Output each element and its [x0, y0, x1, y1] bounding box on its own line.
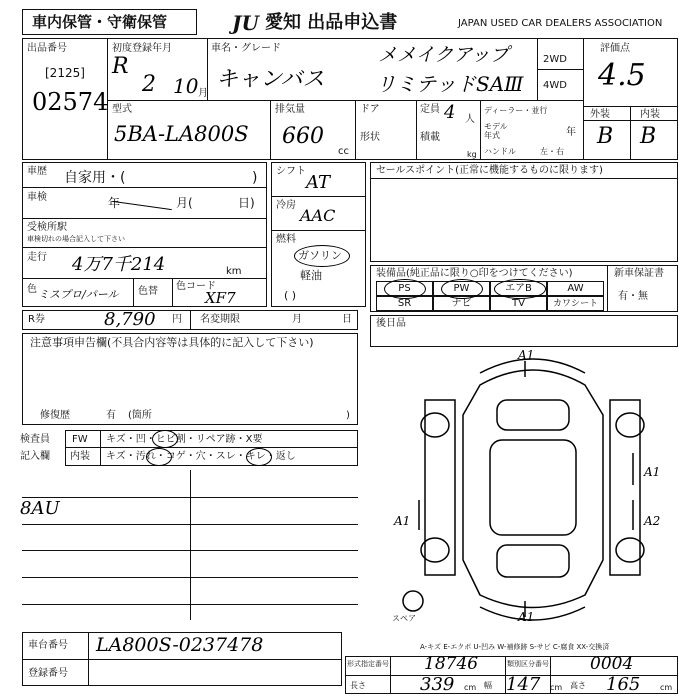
shaken-label: 車検 [27, 192, 47, 203]
recycle-fee: 8,790 [104, 309, 156, 330]
drive-2wd: 2WD [543, 54, 567, 65]
height: 165 [606, 674, 641, 695]
width-unit: cm [550, 683, 563, 692]
memo-label: 記入欄 [20, 451, 50, 462]
height-unit: cm [660, 683, 673, 692]
int-grade: B [640, 124, 657, 149]
cert-number: 18746 [424, 654, 479, 674]
equip-ps: PS [376, 281, 433, 296]
repair-end: ) [346, 410, 350, 421]
mark-left: A1 [394, 514, 411, 528]
int-circle-2 [246, 448, 272, 466]
shift: AT [306, 172, 331, 193]
shaken-day: 日) [238, 196, 255, 210]
shaken-month: 月( [176, 196, 193, 210]
fuel: ガソリン [298, 249, 342, 262]
airbag-circle [494, 279, 546, 299]
new-warranty-opts: 有・無 [618, 291, 648, 302]
equip-pw: PW [433, 281, 490, 296]
width-label: 幅 [484, 681, 492, 690]
repair-label: 修復歴 [40, 410, 70, 421]
color-change: 色替 [138, 286, 158, 297]
model-code: 5BA-LA800S [114, 122, 249, 146]
int-label: 内装 [640, 109, 660, 120]
int-text: キズ・汚れ・コゲ・穴・スレ・キレ・返し [106, 451, 296, 462]
score-label: 評価点 [600, 43, 630, 54]
sales-label: セールスポイント(正常に機能するものに限ります) [376, 165, 603, 176]
fw-text: キズ・凹・ヒビ割・リペア跡・X要 [106, 434, 263, 445]
lot-number: 02574 [32, 88, 109, 116]
door-label: ドア [360, 104, 380, 115]
drive-4wd: 4WD [543, 80, 567, 91]
mileage-unit: km [226, 266, 242, 277]
ext-grade: B [597, 124, 614, 149]
reg-no-label: 登録番号 [28, 668, 68, 679]
storage-title: 車内保管・守衛保管 [32, 13, 168, 31]
reg-label: 初度登録年月 [112, 43, 172, 54]
seat-label: 定員 [420, 104, 440, 115]
len-label: 長さ [350, 681, 366, 690]
fuel-circle [294, 245, 350, 267]
handle-opts: 左・右 [540, 147, 564, 156]
handle-label: ハンドル [484, 147, 516, 156]
mark-right-2: A2 [644, 514, 661, 528]
shift-label: シフト [276, 166, 306, 177]
fw-circle [152, 430, 178, 448]
seat-count: 4 [444, 102, 456, 123]
recv-label: 受検所駅 [27, 222, 67, 233]
shaken-year: 年 [108, 196, 121, 210]
equip-navi: ナビ [433, 296, 490, 311]
mark-rear: A1 [518, 610, 535, 624]
reg-era: R [112, 54, 129, 79]
chassis-label: 車台番号 [28, 640, 68, 651]
color-code-label: 色コード [176, 281, 216, 292]
weight-label: 積載 [420, 132, 440, 143]
recycle-unit: 円 [172, 314, 182, 325]
height-label: 高さ [570, 681, 586, 690]
grade-line1: メメイクアップ [378, 44, 509, 66]
memo-handwritten: 8AU [20, 498, 60, 519]
seat-unit: 人 [465, 114, 475, 125]
form-title: 愛知 出品申込書 [265, 12, 398, 33]
notes-title: 注意事項申告欄(不具合内容等は具体的に記入して下さい) [30, 336, 314, 349]
shape-label: 形状 [360, 132, 380, 143]
color-label: 色 [27, 284, 37, 295]
after-label: 後日品 [376, 318, 406, 329]
fuel-light: 軽油 [300, 269, 322, 282]
length: 339 [420, 674, 455, 695]
mileage-label: 走行 [27, 252, 47, 263]
association-name: JAPAN USED CAR DEALERS ASSOCIATION [458, 18, 663, 29]
nc-day: 日 [342, 314, 352, 325]
weight-unit: kg [467, 150, 477, 159]
equip-label: 装備品(純正品に限り○印をつけてください) [376, 268, 573, 279]
class-number: 0004 [590, 654, 634, 674]
model-year-label: モデル年式 [484, 122, 508, 140]
ac: AAC [300, 206, 336, 225]
sales-box [370, 162, 678, 262]
disp-unit: cc [338, 146, 349, 157]
disp-label: 排気量 [275, 104, 305, 115]
pw-circle [441, 279, 483, 299]
fw-label: FW [72, 434, 88, 445]
ps-circle [384, 279, 426, 299]
len-unit: cm [464, 683, 477, 692]
mark-front: A1 [518, 348, 535, 362]
color-code: XF7 [205, 289, 236, 307]
inspector-label: 検査員 [20, 434, 50, 445]
car-name-label: 車名・グレード [211, 43, 281, 54]
class-label: 類別区分番号 [507, 660, 549, 668]
color: ミスプロ/パール [38, 288, 119, 301]
equip-aw: AW [547, 281, 604, 296]
equip-tv: TV [490, 296, 547, 311]
usage: 自家用・( [64, 170, 126, 186]
int-row-label: 内装 [70, 451, 90, 462]
equip-sr: SR [376, 296, 433, 311]
model-label: 型式 [112, 104, 132, 115]
reg-month-unit: 月 [198, 88, 208, 99]
chassis-number: LA800S-0237478 [96, 634, 264, 656]
fuel-paren: ( ) [284, 289, 297, 302]
reg-month: 10 [173, 74, 199, 98]
car-diagram [385, 345, 680, 635]
mark-right-1: A1 [644, 465, 661, 479]
nc-month: 月 [292, 314, 302, 325]
int-circle-1 [146, 448, 172, 466]
ext-label: 外装 [590, 109, 610, 120]
car-name: キャンバス [216, 67, 325, 92]
damage-legend: A-キズ E-エクボ U-凹み W-補修跡 S-サビ C-腐食 XX-交換済 [420, 643, 610, 651]
after-box [370, 315, 678, 347]
reg-year: 2 [142, 72, 156, 97]
score-value: 4.5 [598, 58, 646, 93]
recv-sub: 車検切れの場合記入して下さい [27, 235, 125, 243]
repair-has: 有 [106, 410, 116, 421]
new-warranty-label: 新車保証書 [614, 268, 664, 279]
lot-label: 出品番号 [27, 43, 67, 54]
cert-label: 形式指定番号 [347, 660, 389, 668]
width: 147 [506, 674, 541, 695]
usage-end: ) [252, 170, 258, 186]
fuel-label: 燃料 [276, 234, 296, 245]
repair-place: (箇所 [128, 410, 152, 421]
dealer-label: ディーラー・並行 [484, 106, 548, 115]
equip-leather: カワシート [547, 296, 604, 311]
grade-line2: リミテッドSAⅢ [376, 72, 524, 96]
equip-airbag: エアB [490, 281, 547, 296]
ac-label: 冷房 [276, 200, 296, 211]
mileage: 4万7千214 [72, 254, 166, 275]
recycle-label: R券 [28, 314, 45, 325]
year-unit: 年 [566, 127, 576, 138]
name-change-label: 名変期限 [200, 314, 240, 325]
displacement: 660 [282, 124, 324, 149]
ju-logo: JU [232, 11, 259, 35]
spare-label: スペア [392, 614, 416, 623]
usage-label: 車歴 [27, 166, 47, 177]
lot-sub: [2125] [45, 66, 85, 80]
